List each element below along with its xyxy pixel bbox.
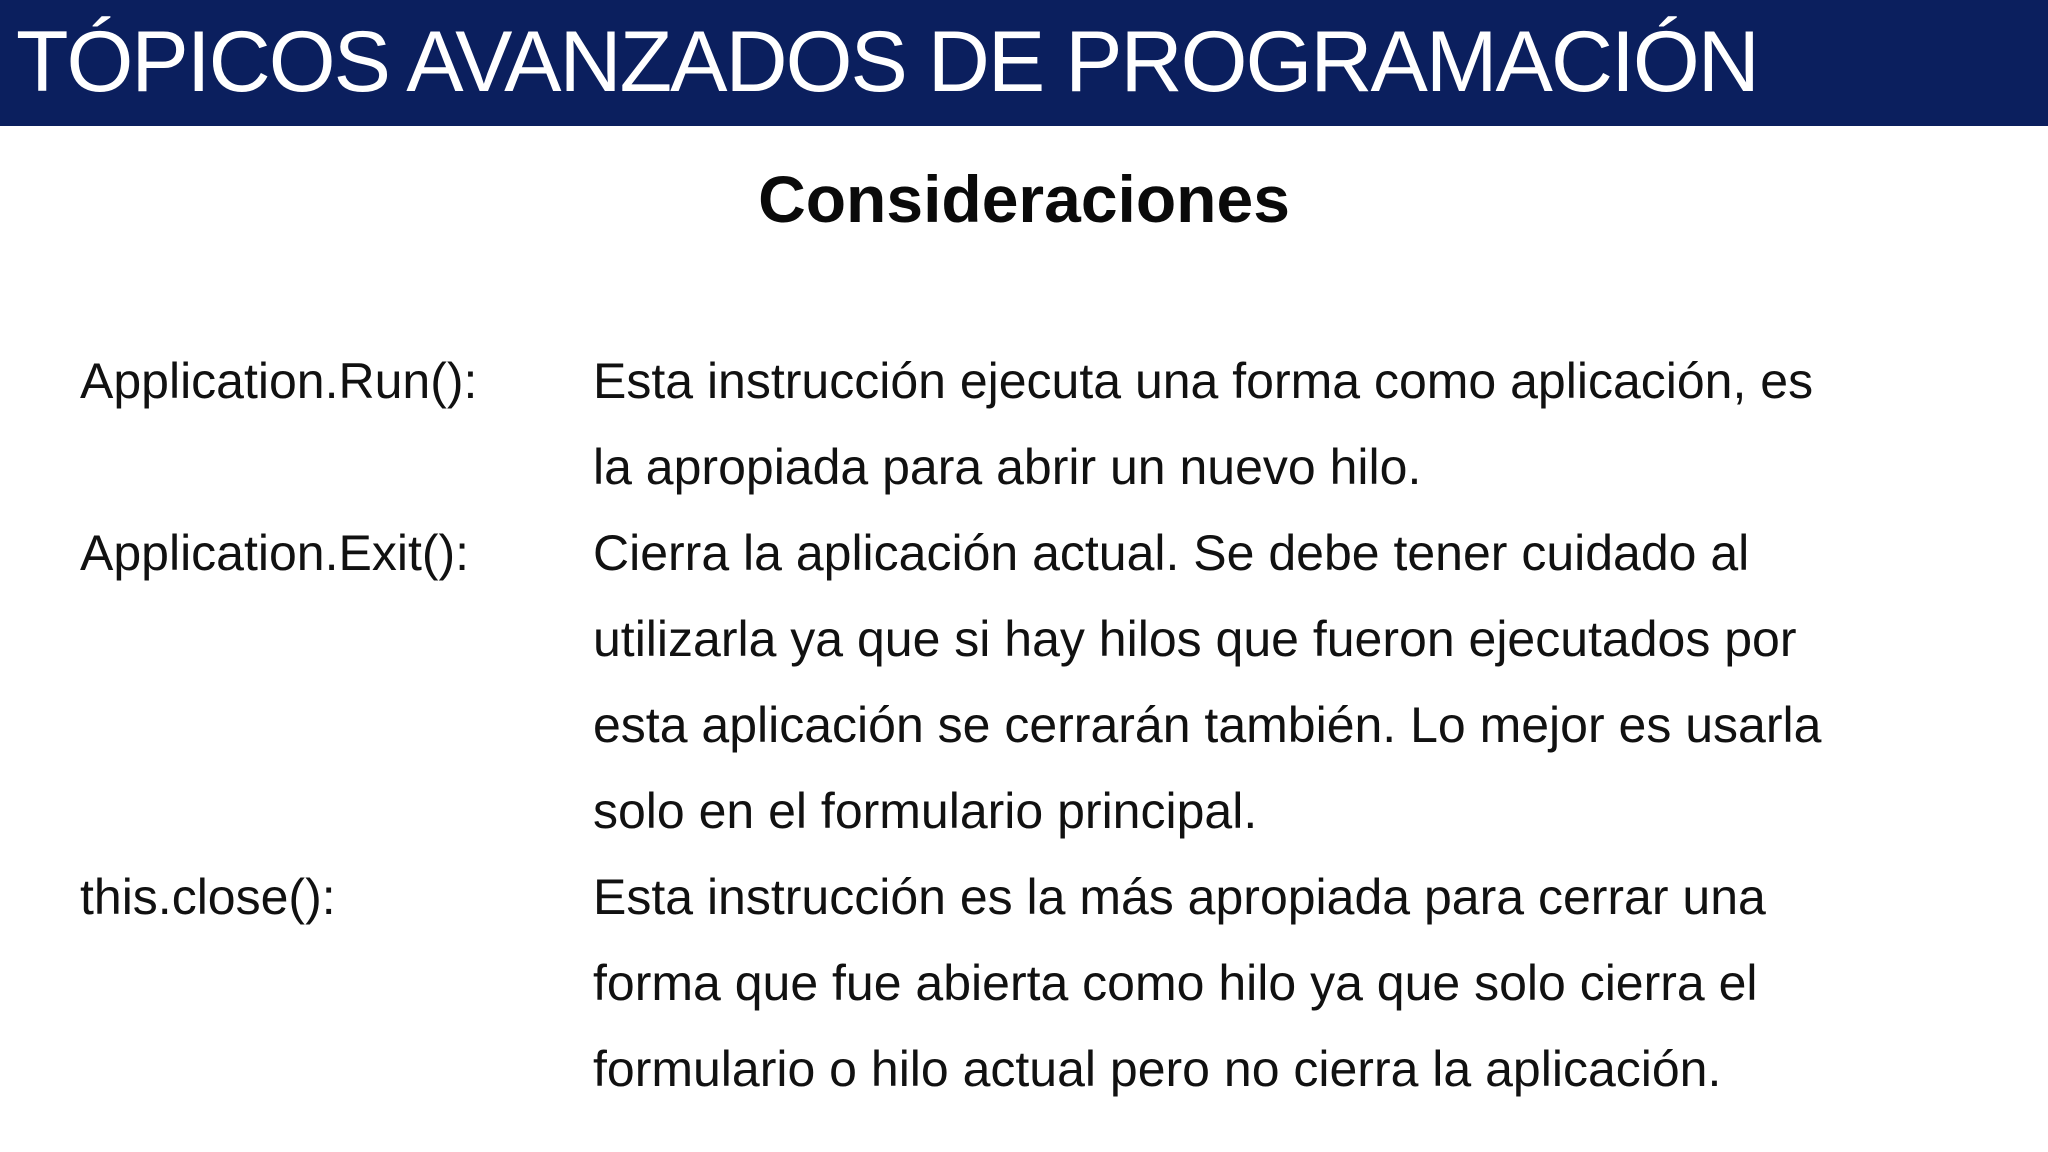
title-bar: [0, 0, 2048, 126]
term-description: [593, 854, 1973, 1112]
definition-item-application-run: [80, 338, 1980, 510]
description-line: utilizarla ya que si hay hilos que fueron ejecutados por: [593, 611, 1797, 667]
slide-title: TÓPICOS AVANZADOS DE PROGRAMACIÓN: [16, 14, 1758, 110]
description-line: Esta instrucción es la más apropiada para cerrar una: [593, 869, 1766, 925]
description-line: la apropiada para abrir un nuevo hilo.: [593, 439, 1422, 495]
description-line: formulario o hilo actual pero no cierra la aplicación.: [593, 1041, 1722, 1097]
term-label: this.close():: [80, 869, 336, 925]
description-line: esta aplicación se cerrarán también. Lo mejor es usarla: [593, 697, 1822, 753]
section-heading: Consideraciones: [758, 162, 1290, 236]
term-description: [593, 338, 1973, 510]
term-label: Application.Exit():: [80, 525, 470, 581]
definition-item-this-close: [80, 854, 1980, 1112]
description-line: Cierra la aplicación actual. Se debe tener cuidado al: [593, 525, 1750, 581]
term-description: [593, 510, 1973, 854]
description-line: Esta instrucción ejecuta una forma como aplicación, es: [593, 353, 1814, 409]
description-line: forma que fue abierta como hilo ya que solo cierra el: [593, 955, 1758, 1011]
description-line: solo en el formulario principal.: [593, 783, 1258, 839]
definition-list: [80, 338, 1980, 1112]
definition-item-application-exit: [80, 510, 1980, 854]
term-label: Application.Run():: [80, 353, 478, 409]
